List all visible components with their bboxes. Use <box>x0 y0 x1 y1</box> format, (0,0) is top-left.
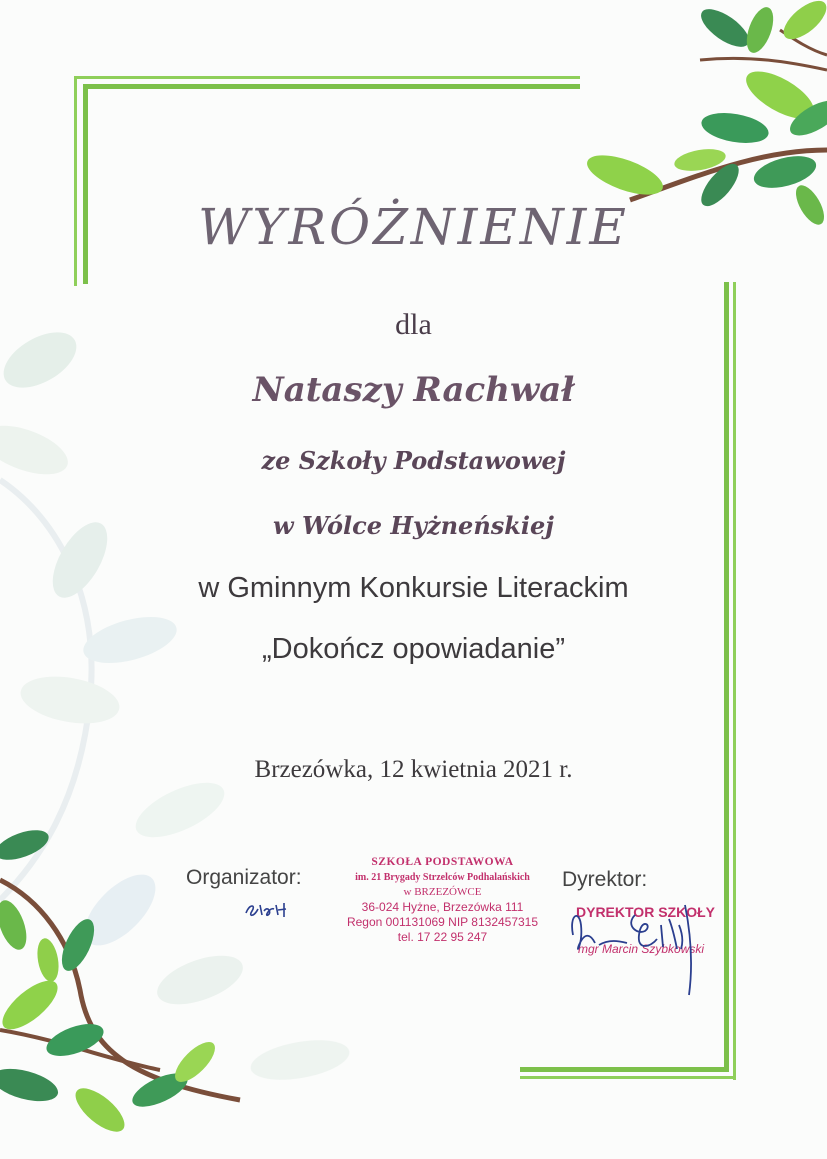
place-and-date: Brzezówka, 12 kwietnia 2021 r. <box>254 756 573 783</box>
leaves-top-right <box>582 0 827 229</box>
school-line-2: w Wólce Hyżneńskiej <box>272 511 554 540</box>
recipient-name: Nataszy Rachwał <box>252 370 575 410</box>
director-label: Dyrektor: <box>562 868 648 891</box>
school-stamp-line-1: SZKOŁA PODSTAWOWA <box>371 856 514 868</box>
contest-line-1: w Gminnym Konkursie Literackim <box>198 572 629 604</box>
school-stamp-line-3: w BRZEZÓWCE <box>403 886 482 898</box>
school-stamp-line-4: 36-024 Hyżne, Brzezówka 111 <box>361 900 524 914</box>
director-signature <box>565 895 725 1000</box>
school-stamp-line-6: tel. 17 22 95 247 <box>397 930 488 944</box>
director-stamp-name: mgr Marcin Szybkowski <box>578 942 705 956</box>
school-line-1: ze Szkoły Podstawowej <box>261 446 566 475</box>
school-stamp-line-2: im. 21 Brygady Strzelców Podhalańskich <box>355 872 530 883</box>
certificate-title: WYRÓŻNIENIE <box>198 198 629 256</box>
organizer-signature <box>240 895 300 923</box>
director-stamp-title: DYREKTOR SZKOŁY <box>576 904 715 920</box>
school-stamp <box>330 855 555 945</box>
school-stamp-line-5: Regon 001131069 NIP 8132457315 <box>346 915 539 929</box>
for-label: dla <box>395 308 432 341</box>
organizer-label: Organizator: <box>186 866 302 889</box>
contest-line-2: „Dokończ opowiadanie” <box>261 633 566 665</box>
